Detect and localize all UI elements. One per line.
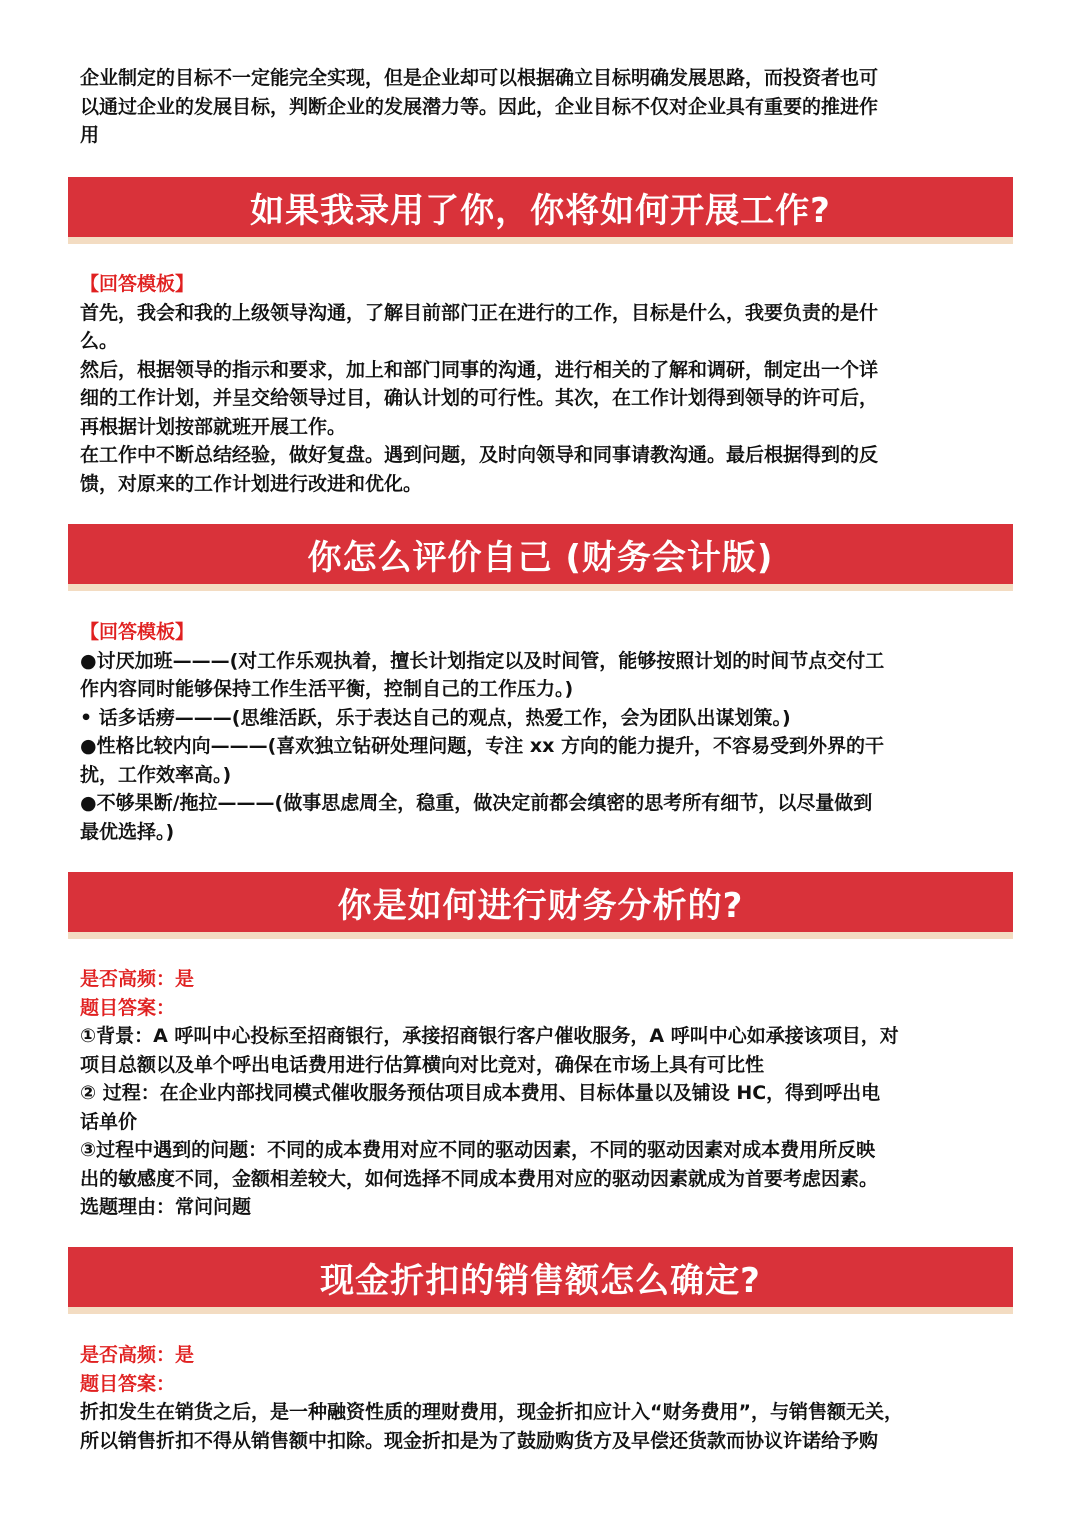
- body-line: 所以销售折扣不得从销售额中扣除。现金折扣是为了鼓励购货方及早偿还货款而协议许诺给予购: [80, 1429, 879, 1452]
- section-banner-work-plan: [68, 177, 1013, 245]
- body-line: 细的工作计划，并呈交给领导过目，确认计划的可行性。其次，在工作计划得到领导的许可后，: [80, 387, 879, 409]
- section-banner-cash-discount: [68, 1247, 1013, 1315]
- body-line: 出的敏感度不同，金额相差较大，如何选择不同成本费用对应的驱动因素就成为首要考虑因素。: [80, 1167, 879, 1190]
- intro-paragraph: [80, 64, 1015, 150]
- section-title: 如果我录用了你，你将如何开展工作?: [250, 190, 831, 231]
- body-line: 再根据计划按部就班开展工作。: [80, 415, 347, 438]
- section-body-self-evaluation: [80, 618, 1015, 846]
- answer-label: 题目答案：: [80, 996, 176, 1019]
- body-line: 折扣发生在销货之后，是一种融资性质的理财费用，现金折扣应计入“财务费用”，与销售额无关，: [80, 1401, 903, 1423]
- banner-bar: [68, 872, 1013, 932]
- body-line: • 话多话痨———(思维活跃，乐于表达自己的观点，热爱工作，会为团队出谋划策。): [80, 706, 791, 729]
- section-body-financial-analysis: [80, 965, 1015, 1222]
- answer-label: 题目答案：: [80, 1372, 176, 1395]
- banner-bar: [68, 1247, 1013, 1307]
- banner-bar: [68, 524, 1013, 584]
- body-line: 扰，工作效率高。): [80, 763, 232, 786]
- banner-underline: [68, 584, 1013, 591]
- body-line: ③过程中遇到的问题：不同的成本费用对应不同的驱动因素，不同的驱动因素对成本费用所反映: [80, 1139, 876, 1161]
- body-line: ●不够果断/拖拉———(做事思虑周全，稳重，做决定前都会缜密的思考所有细节，以尽量做到: [80, 792, 873, 814]
- banner-underline: [68, 1307, 1013, 1314]
- answer-template-label: 【回答模板】: [80, 273, 195, 295]
- body-line: 话单价: [80, 1110, 138, 1133]
- frequency-label: 是否高频：是: [80, 1344, 195, 1366]
- frequency-label: 是否高频：是: [80, 968, 195, 990]
- body-line: ●性格比较内向———(喜欢独立钻研处理问题，专注 xx 方向的能力提升，不容易受到外界的干: [80, 735, 885, 757]
- section-title: 现金折扣的销售额怎么确定?: [320, 1260, 761, 1301]
- section-title: 你是如何进行财务分析的?: [337, 885, 744, 926]
- section-title: 你怎么评价自己 (财务会计版): [307, 537, 774, 578]
- body-line: 在工作中不断总结经验，做好复盘。遇到问题，及时向领导和同事请教沟通。最后根据得到的反: [80, 444, 879, 466]
- intro-line: 以通过企业的发展目标，判断企业的发展潜力等。因此，企业目标不仅对企业具有重要的推进作: [80, 95, 879, 118]
- body-line: ①背景：A 呼叫中心投标至招商银行，承接招商银行客户催收服务，A 呼叫中心如承接该项目，对: [80, 1025, 899, 1047]
- body-line: ② 过程：在企业内部找同模式催收服务预估项目成本费用、目标体量以及铺设 HC，得到呼出电: [80, 1082, 881, 1104]
- banner-bar: [68, 177, 1013, 237]
- body-line: 首先，我会和我的上级领导沟通，了解目前部门正在进行的工作，目标是什么，我要负责的是什: [80, 301, 879, 324]
- body-line: 馈，对原来的工作计划进行改进和优化。: [80, 472, 423, 495]
- intro-line: 用: [80, 124, 100, 146]
- section-banner-self-evaluation: [68, 524, 1013, 592]
- body-line: ●讨厌加班———(对工作乐观执着，擅长计划指定以及时间管，能够按照计划的时间节点交付工: [80, 649, 885, 672]
- answer-template-label: 【回答模板】: [80, 621, 195, 643]
- intro-line: 企业制定的目标不一定能完全实现，但是企业却可以根据确立目标明确发展思路，而投资者也可: [80, 67, 879, 89]
- banner-underline: [68, 237, 1013, 244]
- body-line: 项目总额以及单个呼出电话费用进行估算横向对比竞对，确保在市场上具有可比性: [80, 1053, 765, 1076]
- body-line: 选题理由：常问问题: [80, 1196, 252, 1218]
- body-line: 么。: [80, 330, 119, 352]
- section-banner-financial-analysis: [68, 872, 1013, 940]
- body-line: 然后，根据领导的指示和要求，加上和部门同事的沟通，进行相关的了解和调研，制定出一个详: [80, 358, 879, 381]
- section-body-work-plan: [80, 270, 1015, 498]
- body-line: 作内容同时能够保持工作生活平衡，控制自己的工作压力。): [80, 678, 574, 700]
- body-line: 最优选择。): [80, 820, 175, 843]
- section-body-cash-discount: [80, 1341, 1015, 1455]
- banner-underline: [68, 932, 1013, 939]
